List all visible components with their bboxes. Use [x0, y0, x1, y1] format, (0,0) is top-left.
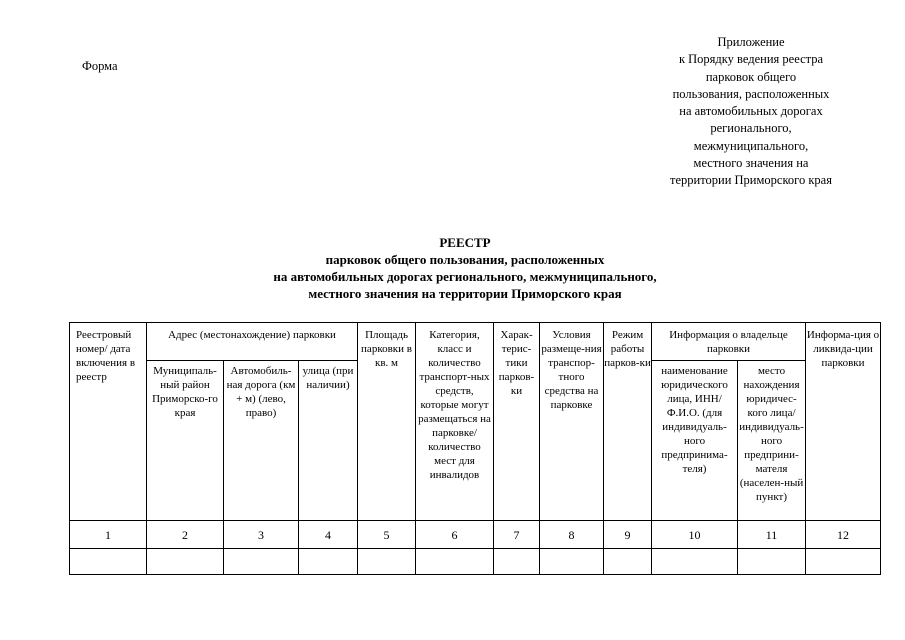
appendix-block: [640, 34, 862, 190]
empty-cell: [70, 549, 147, 575]
appendix-line: на автомобильных дорогах: [679, 104, 823, 119]
appendix-line: пользования, расположенных: [672, 86, 830, 101]
column-number: 1: [70, 521, 147, 549]
appendix-title: Приложение: [717, 35, 785, 49]
empty-cell: [416, 549, 494, 575]
header-liquidation: Информа-ция о ликвида-ции парковки: [806, 323, 881, 521]
empty-cell: [147, 549, 224, 575]
header-area: Площадь парковки в кв. м: [358, 323, 416, 521]
column-number: 2: [147, 521, 224, 549]
empty-cell: [358, 549, 416, 575]
registry-table: [69, 322, 881, 575]
appendix-line: межмуниципального,: [693, 138, 809, 153]
header-owner-location: место нахождения юридичес-кого лица/ индивидуаль-ного предприни-мателя (населен-ный пункт): [738, 361, 806, 521]
registry-title: РЕЕСТР: [439, 235, 491, 250]
header-street: улица (при наличии): [299, 361, 358, 521]
registry-heading: [150, 234, 780, 302]
column-number: 11: [738, 521, 806, 549]
registry-subtitle-line: на автомобильных дорогах регионального, межмуниципального,: [273, 269, 657, 284]
empty-cell: [540, 549, 604, 575]
registry-subtitle-line: парковок общего пользования, расположенных: [325, 252, 605, 267]
appendix-line: местного значения на: [693, 156, 809, 171]
empty-cell: [652, 549, 738, 575]
empty-cell: [604, 549, 652, 575]
column-number: 4: [299, 521, 358, 549]
column-number: 5: [358, 521, 416, 549]
header-owner-group: Информация о владельце парковки: [652, 323, 806, 361]
header-category: Категория, класс и количество транспорт-ных средств, которые могут размещаться на парковке/ количество мест для инвалидов: [416, 323, 494, 521]
appendix-line: к Порядку ведения реестра: [678, 52, 824, 67]
empty-cell: [299, 549, 358, 575]
header-registry-number: Реестровый номер/ дата включения в реестр: [70, 323, 147, 521]
empty-cell: [806, 549, 881, 575]
header-characteristics: Харак-терис-тики парков-ки: [494, 323, 540, 521]
column-number: 7: [494, 521, 540, 549]
appendix-line: регионального,: [710, 121, 792, 136]
column-number: 6: [416, 521, 494, 549]
header-owner-name: наименование юридического лица, ИНН/Ф.И.О. (для индивидуаль-ного предпринима-теля): [652, 361, 738, 521]
header-placement-conditions: Условия размеще-ния транспор-тного средства на парковке: [540, 323, 604, 521]
header-address-group: Адрес (местонахождение) парковки: [147, 323, 358, 361]
appendix-line: парковок общего: [705, 69, 797, 84]
empty-cell: [738, 549, 806, 575]
header-working-hours: Режим работы парков-ки: [604, 323, 652, 521]
registry-subtitle-line: местного значения на территории Приморского края: [308, 286, 622, 301]
header-road: Автомобиль-ная дорога (км + м) (лево, право): [224, 361, 299, 521]
column-number: 3: [224, 521, 299, 549]
appendix-line: территории Приморского края: [670, 173, 832, 188]
column-number: 12: [806, 521, 881, 549]
column-number: 8: [540, 521, 604, 549]
empty-cell: [494, 549, 540, 575]
column-number: 10: [652, 521, 738, 549]
empty-cell: [224, 549, 299, 575]
form-label: Форма: [82, 59, 118, 73]
header-municipal-district: Муниципаль-ный район Приморско-го края: [147, 361, 224, 521]
column-number: 9: [604, 521, 652, 549]
